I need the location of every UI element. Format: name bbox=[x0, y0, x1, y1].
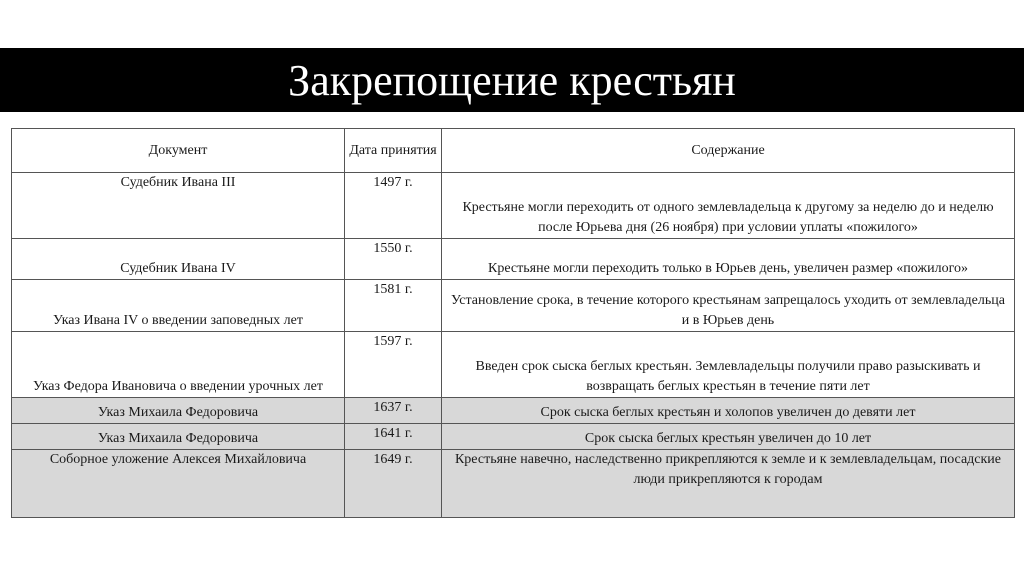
table-header-row bbox=[12, 129, 1015, 173]
content-cell: Срок сыска беглых крестьян увеличен до 10 лет bbox=[442, 424, 1015, 450]
serfdom-table bbox=[11, 128, 1015, 518]
date-cell: 1581 г. bbox=[345, 280, 442, 332]
date-cell: 1550 г. bbox=[345, 239, 442, 280]
document-cell: Указ Ивана IV о введении заповедных лет bbox=[12, 280, 345, 332]
document-cell: Указ Михаила Федоровича bbox=[12, 398, 345, 424]
content-cell: Крестьяне навечно, наследственно прикрепляются к земле и к землевладельцам, посадские люди прикрепляются к городам bbox=[442, 450, 1015, 518]
table-row bbox=[12, 424, 1015, 450]
table-row bbox=[12, 450, 1015, 518]
slide-title-bar bbox=[0, 48, 1024, 112]
date-cell: 1637 г. bbox=[345, 398, 442, 424]
document-cell: Указ Михаила Федоровича bbox=[12, 424, 345, 450]
document-cell: Судебник Ивана III bbox=[12, 173, 345, 239]
content-cell: Крестьяне могли переходить от одного землевладельца к другому за неделю до и неделю после Юрьева дня (26 ноября) при условии уплаты «пожилого» bbox=[442, 173, 1015, 239]
slide-title: Закрепощение крестьян bbox=[288, 55, 736, 105]
table-row bbox=[12, 332, 1015, 398]
header-document: Документ bbox=[12, 129, 345, 173]
content-cell: Срок сыска беглых крестьян и холопов увеличен до девяти лет bbox=[442, 398, 1015, 424]
document-cell: Соборное уложение Алексея Михайловича bbox=[12, 450, 345, 518]
document-cell: Указ Федора Ивановича о введении урочных лет bbox=[12, 332, 345, 398]
table-row bbox=[12, 239, 1015, 280]
date-cell: 1649 г. bbox=[345, 450, 442, 518]
table-row bbox=[12, 280, 1015, 332]
content-cell: Крестьяне могли переходить только в Юрьев день, увеличен размер «пожилого» bbox=[442, 239, 1015, 280]
content-cell: Установление срока, в течение которого крестьянам запрещалось уходить от землевладельца и в Юрьев день bbox=[442, 280, 1015, 332]
header-content: Содержание bbox=[442, 129, 1015, 173]
date-cell: 1597 г. bbox=[345, 332, 442, 398]
date-cell: 1641 г. bbox=[345, 424, 442, 450]
date-cell: 1497 г. bbox=[345, 173, 442, 239]
header-date: Дата принятия bbox=[345, 129, 442, 173]
table-row bbox=[12, 173, 1015, 239]
content-cell: Введен срок сыска беглых крестьян. Землевладельцы получили право разыскивать и возвращать беглых крестьян в течение пяти лет bbox=[442, 332, 1015, 398]
table-row bbox=[12, 398, 1015, 424]
document-cell: Судебник Ивана IV bbox=[12, 239, 345, 280]
